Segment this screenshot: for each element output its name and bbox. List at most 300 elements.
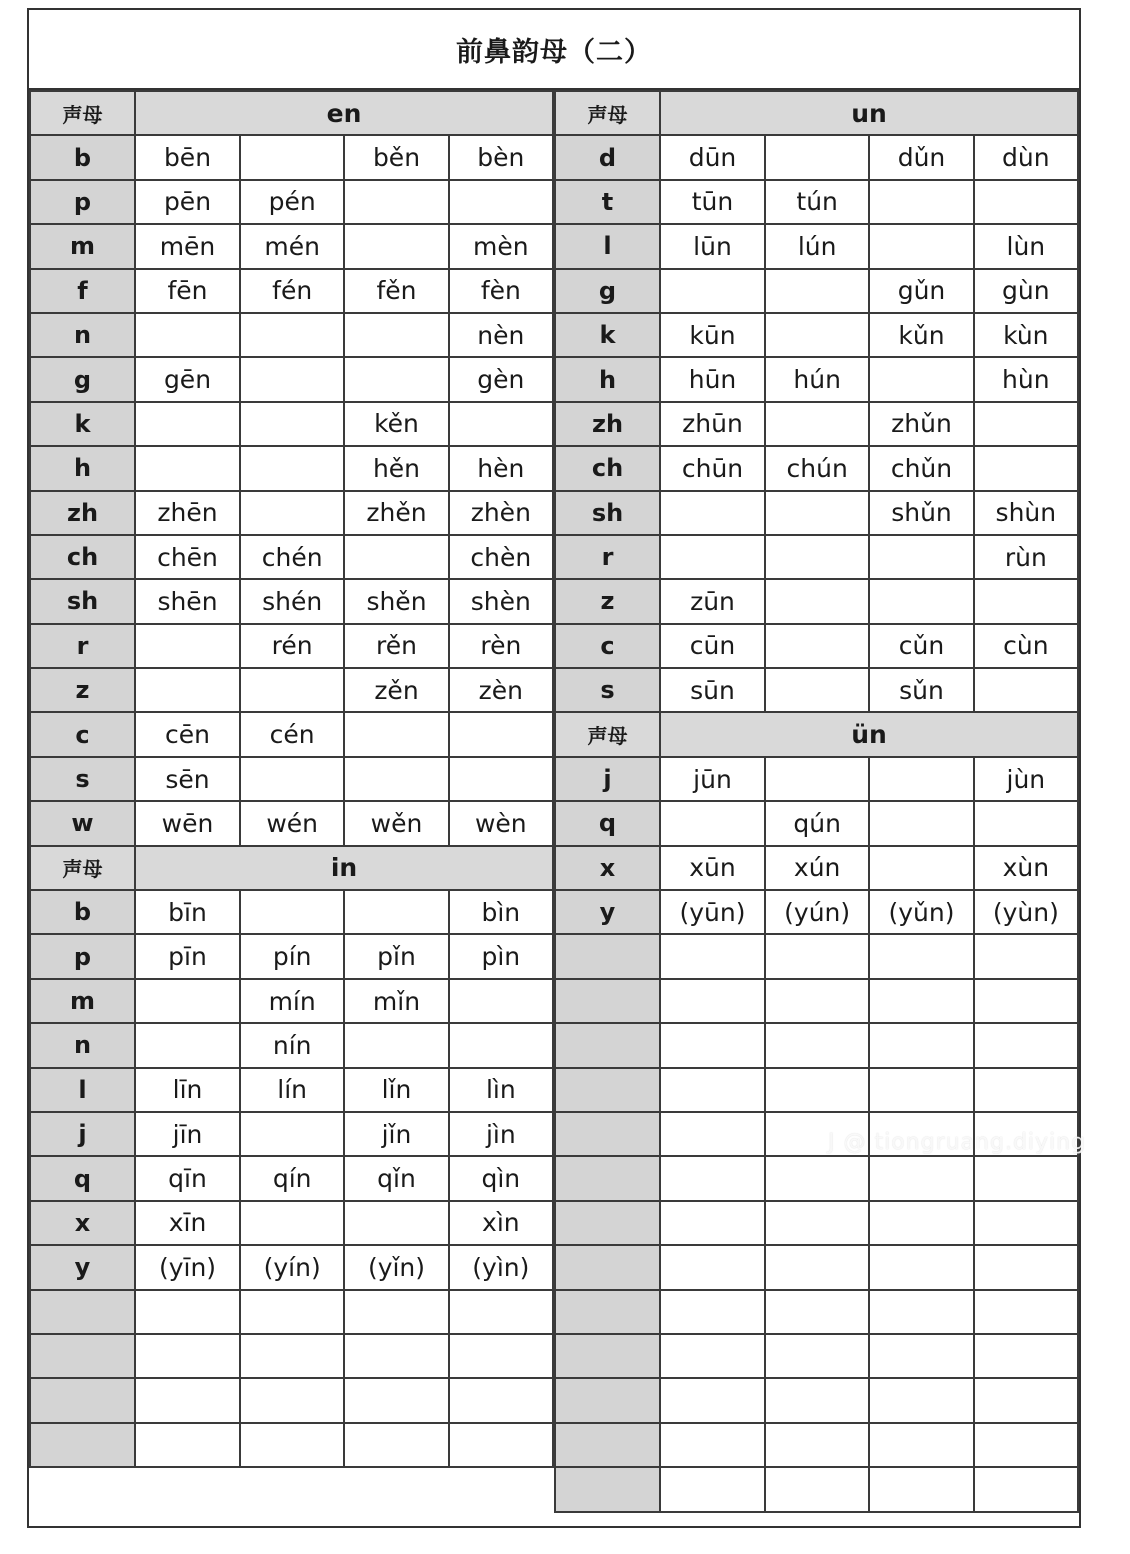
syllable-cell-tone-4 xyxy=(449,1334,553,1378)
syllable-cell-tone-3 xyxy=(869,1334,973,1378)
syllable-cell-tone-1 xyxy=(135,1334,240,1378)
syllable-cell-tone-2: qín xyxy=(240,1156,344,1200)
syllable-cell-tone-1 xyxy=(660,491,765,535)
initial-cell: m xyxy=(30,979,135,1023)
table-row xyxy=(555,1334,1078,1378)
syllable-cell-tone-4 xyxy=(974,446,1078,490)
syllable-cell-tone-4 xyxy=(974,180,1078,224)
syllable-cell-tone-1 xyxy=(660,1023,765,1067)
syllable-cell-tone-3 xyxy=(869,1201,973,1245)
syllable-cell-tone-2: mín xyxy=(240,979,344,1023)
syllable-cell-tone-1: pīn xyxy=(135,934,240,978)
syllable-cell-tone-4: rùn xyxy=(974,535,1078,579)
syllable-cell-tone-4: mèn xyxy=(449,224,553,268)
syllable-cell-tone-4 xyxy=(974,1423,1078,1467)
initial-cell xyxy=(30,1423,135,1467)
section-header-in xyxy=(30,846,553,890)
syllable-cell-tone-2 xyxy=(240,135,344,179)
syllable-cell-tone-1 xyxy=(135,624,240,668)
table-row xyxy=(555,1467,1078,1511)
syllable-cell-tone-1 xyxy=(660,1378,765,1422)
syllable-cell-tone-3: sǔn xyxy=(869,668,973,712)
syllable-cell-tone-3 xyxy=(344,757,448,801)
syllable-cell-tone-1: jīn xyxy=(135,1112,240,1156)
syllable-cell-tone-2: lín xyxy=(240,1068,344,1112)
syllable-cell-tone-3 xyxy=(869,1378,973,1422)
syllable-cell-tone-3 xyxy=(344,180,448,224)
syllable-cell-tone-2 xyxy=(765,135,869,179)
initial-cell: z xyxy=(30,668,135,712)
syllable-cell-tone-1: cūn xyxy=(660,624,765,668)
table-row xyxy=(555,224,1078,268)
syllable-cell-tone-3 xyxy=(344,1334,448,1378)
syllable-cell-tone-2 xyxy=(240,1112,344,1156)
initial-cell: l xyxy=(555,224,660,268)
table-row xyxy=(30,313,553,357)
initial-cell: q xyxy=(555,801,660,845)
initial-cell: z xyxy=(555,579,660,623)
syllable-cell-tone-4 xyxy=(449,1423,553,1467)
syllable-cell-tone-3: jǐn xyxy=(344,1112,448,1156)
table-row xyxy=(555,846,1078,890)
initial-cell xyxy=(555,934,660,978)
syllable-cell-tone-3: fěn xyxy=(344,269,448,313)
syllable-cell-tone-1: qīn xyxy=(135,1156,240,1200)
syllable-cell-tone-2: wén xyxy=(240,801,344,845)
syllable-cell-tone-2: fén xyxy=(240,269,344,313)
table-row xyxy=(555,1201,1078,1245)
syllable-cell-tone-1: līn xyxy=(135,1068,240,1112)
syllable-cell-tone-2 xyxy=(765,491,869,535)
syllable-cell-tone-3 xyxy=(344,535,448,579)
syllable-cell-tone-3 xyxy=(869,535,973,579)
syllable-cell-tone-2 xyxy=(765,1334,869,1378)
initial-cell: sh xyxy=(555,491,660,535)
table-row xyxy=(555,579,1078,623)
table-row xyxy=(30,180,553,224)
initial-cell xyxy=(555,1334,660,1378)
table-row xyxy=(30,1245,553,1289)
syllable-cell-tone-2 xyxy=(765,1023,869,1067)
syllable-cell-tone-1: zhēn xyxy=(135,491,240,535)
syllable-cell-tone-4 xyxy=(974,1156,1078,1200)
syllable-cell-tone-4: zèn xyxy=(449,668,553,712)
syllable-cell-tone-3 xyxy=(344,1201,448,1245)
syllable-cell-tone-4 xyxy=(974,1290,1078,1334)
syllable-cell-tone-4 xyxy=(974,1201,1078,1245)
syllable-cell-tone-4 xyxy=(974,1378,1078,1422)
syllable-cell-tone-1 xyxy=(660,269,765,313)
syllable-cell-tone-1 xyxy=(135,313,240,357)
syllable-cell-tone-1 xyxy=(660,1467,765,1511)
syllable-cell-tone-3 xyxy=(344,1378,448,1422)
syllable-cell-tone-2: xún xyxy=(765,846,869,890)
initial-cell xyxy=(555,979,660,1023)
syllable-cell-tone-1 xyxy=(660,1112,765,1156)
syllable-cell-tone-2 xyxy=(765,579,869,623)
table-row xyxy=(30,1378,553,1422)
syllable-cell-tone-1: sēn xyxy=(135,757,240,801)
table-row xyxy=(30,224,553,268)
table-row xyxy=(555,801,1078,845)
initial-cell: sh xyxy=(30,579,135,623)
syllable-cell-tone-1: gēn xyxy=(135,357,240,401)
syllable-cell-tone-3 xyxy=(344,712,448,756)
table-row xyxy=(555,1112,1078,1156)
left-half xyxy=(29,90,554,1526)
syllable-cell-tone-3: shǔn xyxy=(869,491,973,535)
syllable-cell-tone-2 xyxy=(240,1334,344,1378)
syllable-cell-tone-1 xyxy=(660,979,765,1023)
syllable-cell-tone-4: shèn xyxy=(449,579,553,623)
syllable-cell-tone-2 xyxy=(765,934,869,978)
syllable-cell-tone-2: lún xyxy=(765,224,869,268)
syllable-cell-tone-4 xyxy=(449,712,553,756)
syllable-cell-tone-4 xyxy=(449,1023,553,1067)
syllable-cell-tone-4: jùn xyxy=(974,757,1078,801)
syllable-cell-tone-1: zhūn xyxy=(660,402,765,446)
syllable-cell-tone-1 xyxy=(660,1201,765,1245)
syllable-cell-tone-2 xyxy=(240,357,344,401)
syllable-cell-tone-2: hún xyxy=(765,357,869,401)
pinyin-chart-sheet xyxy=(27,8,1081,1528)
syllable-cell-tone-1: hūn xyxy=(660,357,765,401)
syllable-cell-tone-1: (yūn) xyxy=(660,890,765,934)
syllable-cell-tone-3: pǐn xyxy=(344,934,448,978)
syllable-cell-tone-3 xyxy=(344,224,448,268)
syllable-cell-tone-1: kūn xyxy=(660,313,765,357)
final-header: ün xyxy=(660,712,1078,756)
syllable-cell-tone-1: chēn xyxy=(135,535,240,579)
table-row xyxy=(30,1068,553,1112)
syllable-cell-tone-3 xyxy=(869,1023,973,1067)
initial-cell xyxy=(30,1378,135,1422)
syllable-cell-tone-4: wèn xyxy=(449,801,553,845)
table-row xyxy=(30,402,553,446)
initial-cell: b xyxy=(30,890,135,934)
initial-cell xyxy=(555,1290,660,1334)
table-row xyxy=(30,668,553,712)
table-row xyxy=(30,491,553,535)
initial-cell xyxy=(30,1334,135,1378)
syllable-cell-tone-2: qún xyxy=(765,801,869,845)
table-row xyxy=(555,180,1078,224)
syllable-cell-tone-1 xyxy=(660,1334,765,1378)
syllable-cell-tone-2: nín xyxy=(240,1023,344,1067)
table-row xyxy=(555,668,1078,712)
syllable-cell-tone-2 xyxy=(765,624,869,668)
syllable-cell-tone-3 xyxy=(869,1068,973,1112)
syllable-cell-tone-4: lìn xyxy=(449,1068,553,1112)
syllable-cell-tone-4 xyxy=(449,979,553,1023)
initials-header: 声母 xyxy=(555,712,660,756)
initial-cell: x xyxy=(30,1201,135,1245)
initial-cell: p xyxy=(30,934,135,978)
syllable-cell-tone-3 xyxy=(869,1245,973,1289)
table-row xyxy=(30,1423,553,1467)
syllable-cell-tone-2 xyxy=(765,402,869,446)
syllable-cell-tone-1 xyxy=(660,1156,765,1200)
syllable-cell-tone-2: chún xyxy=(765,446,869,490)
syllable-cell-tone-3: (yǐn) xyxy=(344,1245,448,1289)
syllable-cell-tone-2 xyxy=(765,1423,869,1467)
initial-cell: ch xyxy=(555,446,660,490)
initial-cell: g xyxy=(30,357,135,401)
table-row xyxy=(30,446,553,490)
syllable-cell-tone-1: bīn xyxy=(135,890,240,934)
syllable-cell-tone-4 xyxy=(974,579,1078,623)
table-row xyxy=(30,535,553,579)
syllable-cell-tone-4: shùn xyxy=(974,491,1078,535)
syllable-cell-tone-4 xyxy=(974,934,1078,978)
syllable-cell-tone-1 xyxy=(135,402,240,446)
table-row xyxy=(555,357,1078,401)
syllable-cell-tone-1 xyxy=(135,668,240,712)
syllable-cell-tone-4: xùn xyxy=(974,846,1078,890)
syllable-cell-tone-3: (yǔn) xyxy=(869,890,973,934)
syllable-cell-tone-2: chén xyxy=(240,535,344,579)
initial-cell xyxy=(555,1378,660,1422)
initial-cell: k xyxy=(555,313,660,357)
table-row xyxy=(555,979,1078,1023)
table-row xyxy=(30,1201,553,1245)
syllable-cell-tone-4: rèn xyxy=(449,624,553,668)
initial-cell: k xyxy=(30,402,135,446)
syllable-cell-tone-3 xyxy=(869,224,973,268)
table-row xyxy=(555,535,1078,579)
syllable-cell-tone-1: cēn xyxy=(135,712,240,756)
syllable-cell-tone-3 xyxy=(869,180,973,224)
table-row xyxy=(555,1245,1078,1289)
syllable-cell-tone-3: cǔn xyxy=(869,624,973,668)
initial-cell xyxy=(555,1201,660,1245)
syllable-cell-tone-1: dūn xyxy=(660,135,765,179)
syllable-cell-tone-3 xyxy=(344,313,448,357)
syllable-cell-tone-3: hěn xyxy=(344,446,448,490)
final-header: in xyxy=(135,846,553,890)
table-row xyxy=(30,269,553,313)
syllable-cell-tone-2 xyxy=(765,668,869,712)
final-header: en xyxy=(135,91,553,135)
syllable-cell-tone-4 xyxy=(974,1334,1078,1378)
syllable-cell-tone-2: (yín) xyxy=(240,1245,344,1289)
syllable-cell-tone-4 xyxy=(974,1023,1078,1067)
syllable-cell-tone-1: mēn xyxy=(135,224,240,268)
syllable-cell-tone-1: fēn xyxy=(135,269,240,313)
syllable-cell-tone-3: chǔn xyxy=(869,446,973,490)
table-row xyxy=(30,934,553,978)
initial-cell: x xyxy=(555,846,660,890)
syllable-cell-tone-3 xyxy=(344,1290,448,1334)
syllable-cell-tone-4 xyxy=(974,1467,1078,1511)
table-row xyxy=(555,1156,1078,1200)
initial-cell: f xyxy=(30,269,135,313)
syllable-cell-tone-2: shén xyxy=(240,579,344,623)
table-row xyxy=(30,1112,553,1156)
syllable-cell-tone-3 xyxy=(869,979,973,1023)
initial-cell xyxy=(555,1423,660,1467)
syllable-cell-tone-4 xyxy=(449,1378,553,1422)
table-row xyxy=(555,1290,1078,1334)
syllable-cell-tone-3: mǐn xyxy=(344,979,448,1023)
initial-cell: l xyxy=(30,1068,135,1112)
final-header: un xyxy=(660,91,1078,135)
syllable-cell-tone-4: pìn xyxy=(449,934,553,978)
table-row xyxy=(30,357,553,401)
syllable-cell-tone-3 xyxy=(869,757,973,801)
syllable-cell-tone-4 xyxy=(449,402,553,446)
syllable-cell-tone-4: hùn xyxy=(974,357,1078,401)
syllable-cell-tone-1 xyxy=(660,1290,765,1334)
syllable-cell-tone-1: wēn xyxy=(135,801,240,845)
syllable-cell-tone-2 xyxy=(240,1423,344,1467)
syllable-cell-tone-4 xyxy=(974,979,1078,1023)
initial-cell: d xyxy=(555,135,660,179)
syllable-cell-tone-2 xyxy=(765,1378,869,1422)
syllable-cell-tone-4: nèn xyxy=(449,313,553,357)
syllable-cell-tone-2: mén xyxy=(240,224,344,268)
syllable-cell-tone-2 xyxy=(240,668,344,712)
syllable-cell-tone-1: sūn xyxy=(660,668,765,712)
syllable-cell-tone-1: (yīn) xyxy=(135,1245,240,1289)
right-half xyxy=(554,90,1079,1526)
syllable-cell-tone-1 xyxy=(135,1378,240,1422)
syllable-cell-tone-2 xyxy=(765,1156,869,1200)
syllable-cell-tone-3 xyxy=(869,1112,973,1156)
syllable-cell-tone-1 xyxy=(135,1423,240,1467)
syllable-cell-tone-1: bēn xyxy=(135,135,240,179)
initials-header: 声母 xyxy=(555,91,660,135)
initial-cell: s xyxy=(555,668,660,712)
syllable-cell-tone-2 xyxy=(765,1467,869,1511)
initial-cell: j xyxy=(555,757,660,801)
table-row xyxy=(555,491,1078,535)
initial-cell xyxy=(555,1245,660,1289)
syllable-cell-tone-2 xyxy=(765,535,869,579)
initial-cell: w xyxy=(30,801,135,845)
table-row xyxy=(30,135,553,179)
syllable-cell-tone-1 xyxy=(135,1290,240,1334)
syllable-cell-tone-3 xyxy=(869,801,973,845)
syllable-cell-tone-2: pín xyxy=(240,934,344,978)
table-row xyxy=(30,801,553,845)
syllable-cell-tone-4 xyxy=(449,180,553,224)
syllable-cell-tone-1: tūn xyxy=(660,180,765,224)
syllable-cell-tone-3 xyxy=(869,934,973,978)
syllable-cell-tone-1 xyxy=(660,801,765,845)
syllable-cell-tone-2 xyxy=(765,1245,869,1289)
initial-cell xyxy=(555,1467,660,1511)
syllable-cell-tone-3: zhěn xyxy=(344,491,448,535)
table-row xyxy=(30,624,553,668)
table-row xyxy=(555,1068,1078,1112)
initial-cell: r xyxy=(555,535,660,579)
syllable-cell-tone-2 xyxy=(765,313,869,357)
syllable-cell-tone-2 xyxy=(240,1378,344,1422)
syllable-cell-tone-2 xyxy=(765,979,869,1023)
initial-cell: n xyxy=(30,313,135,357)
syllable-cell-tone-2: pén xyxy=(240,180,344,224)
syllable-cell-tone-3 xyxy=(869,846,973,890)
syllable-cell-tone-1: zūn xyxy=(660,579,765,623)
initials-header: 声母 xyxy=(30,91,135,135)
initial-cell: zh xyxy=(555,402,660,446)
table-row xyxy=(555,135,1078,179)
initial-cell xyxy=(555,1023,660,1067)
syllable-cell-tone-4 xyxy=(974,668,1078,712)
syllable-cell-tone-4: jìn xyxy=(449,1112,553,1156)
initial-cell: p xyxy=(30,180,135,224)
syllable-cell-tone-2: tún xyxy=(765,180,869,224)
initial-cell: m xyxy=(30,224,135,268)
syllable-cell-tone-2 xyxy=(240,446,344,490)
syllable-cell-tone-4 xyxy=(449,1290,553,1334)
syllable-cell-tone-2 xyxy=(765,1201,869,1245)
table-row xyxy=(555,624,1078,668)
syllable-cell-tone-3 xyxy=(344,1423,448,1467)
table-row xyxy=(555,1023,1078,1067)
section-header-en xyxy=(30,91,553,135)
syllable-cell-tone-4: zhèn xyxy=(449,491,553,535)
syllable-cell-tone-4: fèn xyxy=(449,269,553,313)
syllable-cell-tone-1 xyxy=(660,1423,765,1467)
syllable-cell-tone-4: qìn xyxy=(449,1156,553,1200)
syllable-cell-tone-1 xyxy=(660,1068,765,1112)
syllable-cell-tone-3: wěn xyxy=(344,801,448,845)
initial-cell: r xyxy=(30,624,135,668)
syllable-cell-tone-3: zěn xyxy=(344,668,448,712)
syllable-cell-tone-4 xyxy=(449,757,553,801)
initial-cell: q xyxy=(30,1156,135,1200)
syllable-cell-tone-4 xyxy=(974,1245,1078,1289)
section-header-ün xyxy=(555,712,1078,756)
table-row xyxy=(555,890,1078,934)
initial-cell: b xyxy=(30,135,135,179)
initial-cell: h xyxy=(30,446,135,490)
syllable-cell-tone-2 xyxy=(240,1290,344,1334)
table-row xyxy=(555,1378,1078,1422)
syllable-cell-tone-1: jūn xyxy=(660,757,765,801)
table-row xyxy=(30,1023,553,1067)
syllable-cell-tone-4: lùn xyxy=(974,224,1078,268)
initial-cell: h xyxy=(555,357,660,401)
initial-cell: c xyxy=(30,712,135,756)
syllable-cell-tone-3 xyxy=(869,579,973,623)
syllable-cell-tone-2 xyxy=(240,491,344,535)
syllable-cell-tone-3 xyxy=(869,1423,973,1467)
syllable-cell-tone-3: lǐn xyxy=(344,1068,448,1112)
syllable-cell-tone-3 xyxy=(344,890,448,934)
syllable-cell-tone-3: qǐn xyxy=(344,1156,448,1200)
syllable-cell-tone-4: chèn xyxy=(449,535,553,579)
syllable-cell-tone-3: zhǔn xyxy=(869,402,973,446)
syllable-cell-tone-4: (yùn) xyxy=(974,890,1078,934)
syllable-cell-tone-2 xyxy=(765,269,869,313)
syllable-cell-tone-4: xìn xyxy=(449,1201,553,1245)
syllable-cell-tone-2 xyxy=(765,757,869,801)
syllable-cell-tone-3 xyxy=(344,1023,448,1067)
syllable-cell-tone-4: gèn xyxy=(449,357,553,401)
syllable-cell-tone-4: dùn xyxy=(974,135,1078,179)
initial-cell xyxy=(555,1112,660,1156)
initial-cell: n xyxy=(30,1023,135,1067)
right-syllable-table xyxy=(554,90,1079,1513)
left-syllable-table xyxy=(29,90,554,1468)
syllable-cell-tone-1 xyxy=(135,446,240,490)
syllable-cell-tone-3: shěn xyxy=(344,579,448,623)
syllable-cell-tone-3: gǔn xyxy=(869,269,973,313)
syllable-cell-tone-1: xūn xyxy=(660,846,765,890)
